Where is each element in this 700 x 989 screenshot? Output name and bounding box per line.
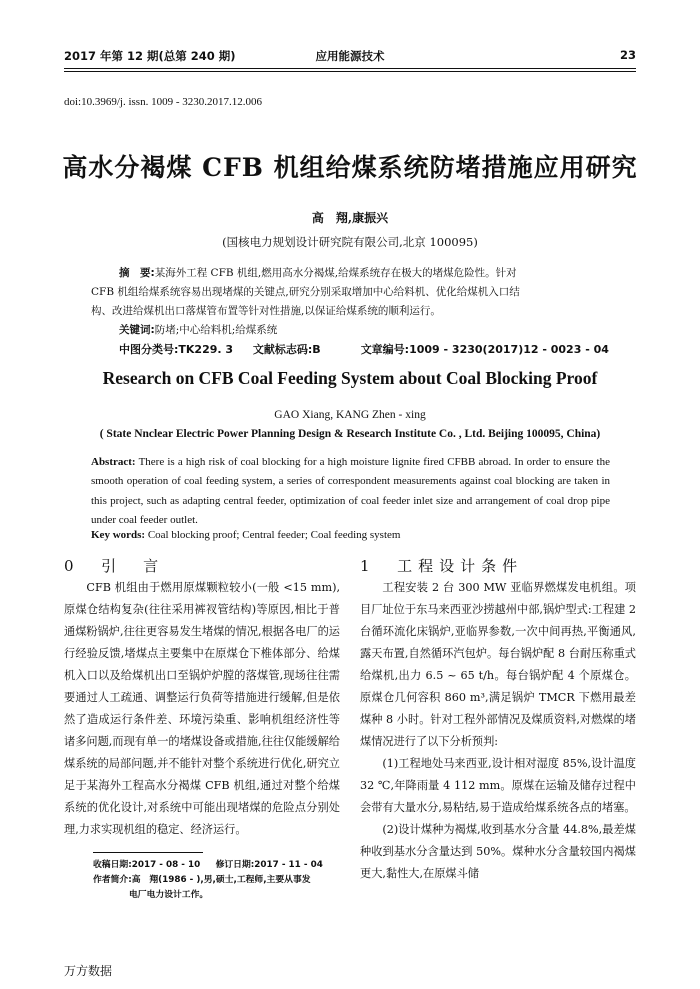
footer-watermark: 万方数据 — [64, 964, 113, 978]
keywords-en-text: Coal blocking proof; Central feeder; Coal feeding system — [147, 529, 401, 541]
classification-line — [119, 341, 609, 357]
document-code: 文献标志码:B — [252, 343, 321, 356]
section-1-heading: 1 工程设计条件 — [360, 557, 524, 575]
footnote-rule — [93, 852, 203, 853]
keywords-en — [91, 529, 610, 541]
abstract-en-text: There is a high risk of coal blocking for a high moisture lignite fired CFBB abroad. In order to ensure the smooth operation of coal feeding system, a series of correspondent measurements against coal blocking are taken in this project, such as adapting central feeder, optimization of coal feeder inlet size and arrangement of coal drop pipe under coal feeder outlet. — [91, 456, 610, 526]
running-header — [64, 48, 636, 68]
section1-paragraph-2: (1)工程地处马来西亚,设计相对湿度 85%,设计温度 32 ℃,年降雨量 4 112 mm。原煤在运输及储存过程中会带有大量水分,易粘结,易于造成给煤系统各点的堵塞。 — [360, 757, 636, 814]
journal-name: 应用能源技术 — [315, 49, 385, 63]
abstract-cn — [91, 264, 610, 340]
keywords-en-label: Key words: — [91, 529, 146, 541]
header-rule — [64, 68, 636, 69]
footnote-dates: 收稿日期:2017 - 08 - 10 修订日期:2017 - 11 - 04 — [93, 860, 323, 870]
page-number: 23 — [619, 48, 636, 62]
footnote — [93, 858, 343, 903]
abstract-cn-label: 摘 要: — [119, 267, 155, 279]
section1-paragraph-3: (2)设计煤种为褐煤,收到基水分含量 44.8%,最差煤种收到基水分含量达到 50%。煤种水分含量较国内褐煤更大,黏性大,在原煤斗储 — [360, 823, 636, 880]
section1-paragraph-1: 工程安装 2 台 300 MW 亚临界燃煤发电机组。项目厂址位于东马来西亚沙捞越州中部,锅炉型式:工程建 2 台循环流化床锅炉,亚临界参数,一次中间再热,平衡通风,露天布置,自然循环汽包炉。每台锅炉配 8 台耐压称重式给煤机,出力 6.5 ~ 65 t/h。每台锅炉配 4 个原煤仓。原煤仓几何容积 860 m³,满足锅炉 TMCR 下燃用最差煤种 8 小时。针对工程外部情况及煤质资料,对燃煤的堵煤情况进行了以下分析预判: — [360, 581, 636, 748]
header-rule-thin — [64, 71, 636, 72]
right-column — [360, 577, 636, 885]
journal-issue: 2017 年第 12 期(总第 240 期) — [64, 49, 236, 63]
footnote-bio-cont: 电厂电力设计工作。 — [129, 890, 209, 900]
abstract-cn-line3: 构、改进给煤机出口落煤管布置等针对性措施,以保证给煤系统的顺利运行。 — [91, 305, 441, 317]
title-cn: 高水分褐煤 CFB 机组给煤系统防堵措施应用研究 — [62, 153, 638, 182]
abstract-en — [91, 453, 610, 530]
section-0-heading: 0 引 言 — [64, 557, 165, 575]
authors-cn: 高 翔,康振兴 — [311, 211, 389, 225]
abstract-cn-line2: CFB 机组给煤系统容易出现堵煤的关键点,研究分别采取增加中心给料机、优化给煤机入口结 — [91, 286, 520, 298]
keywords-cn-label: 关键词: — [119, 324, 155, 336]
title-en: Research on CFB Coal Feeding System about Coal Blocking Proof — [102, 368, 598, 388]
abstract-en-label: Abstract: — [91, 456, 136, 468]
left-column — [64, 577, 340, 841]
doi: doi:10.3969/j. issn. 1009 - 3230.2017.12.006 — [64, 96, 263, 108]
intro-paragraph: CFB 机组由于燃用原煤颗粒较小(一般 <15 mm),原煤仓结构复杂(往往采用裤衩管结构)等原因,相比于普通煤粉锅炉,往往更容易发生堵煤的情况,根据各电厂的运行经验反馈,堵煤点主要集中在原煤仓下椎体部分、给煤机入口以及给煤机出口至锅炉炉膛的落煤管,现场往往需要通过人工疏通、调整运行负荷等措施进行缓解,但是依然了造成运行条件差、环境污染重、影响机组经济性等诸多问题,而现有单一的堵煤设备或措施,往往仅能缓解给煤系统的局部问题,并不能针对整个系统进行优化,研究立足于某海外工程高水分褐煤 CFB 机组,通过对整个给煤系统的优化设计,对系统中可能出现堵煤的危险点分别处理,力求实现机组的稳定、经济运行。 — [64, 581, 340, 836]
affiliation-en: ( State Nnclear Electric Power Planning Design & Research Institute Co. , Ltd. Beijing 100095, China) — [99, 428, 601, 440]
affiliation-cn: (国核电力规划设计研究院有限公司,北京 100095) — [222, 235, 478, 249]
clc-code: 中图分类号:TK229. 3 — [119, 343, 234, 356]
authors-en: GAO Xiang, KANG Zhen - xing — [274, 409, 426, 421]
footnote-bio: 作者简介:高 翔(1986 - ),男,硕士,工程师,主要从事发 — [93, 875, 311, 885]
keywords-cn: 关键词:防堵;中心给料机;给煤系统 — [119, 324, 278, 336]
abstract-cn-line1: 摘 要:某海外工程 CFB 机组,燃用高水分褐煤,给煤系统存在极大的堵煤危险性。针对 — [119, 267, 517, 279]
article-number: 文章编号:1009 - 3230(2017)12 - 0023 - 04 — [360, 343, 609, 356]
